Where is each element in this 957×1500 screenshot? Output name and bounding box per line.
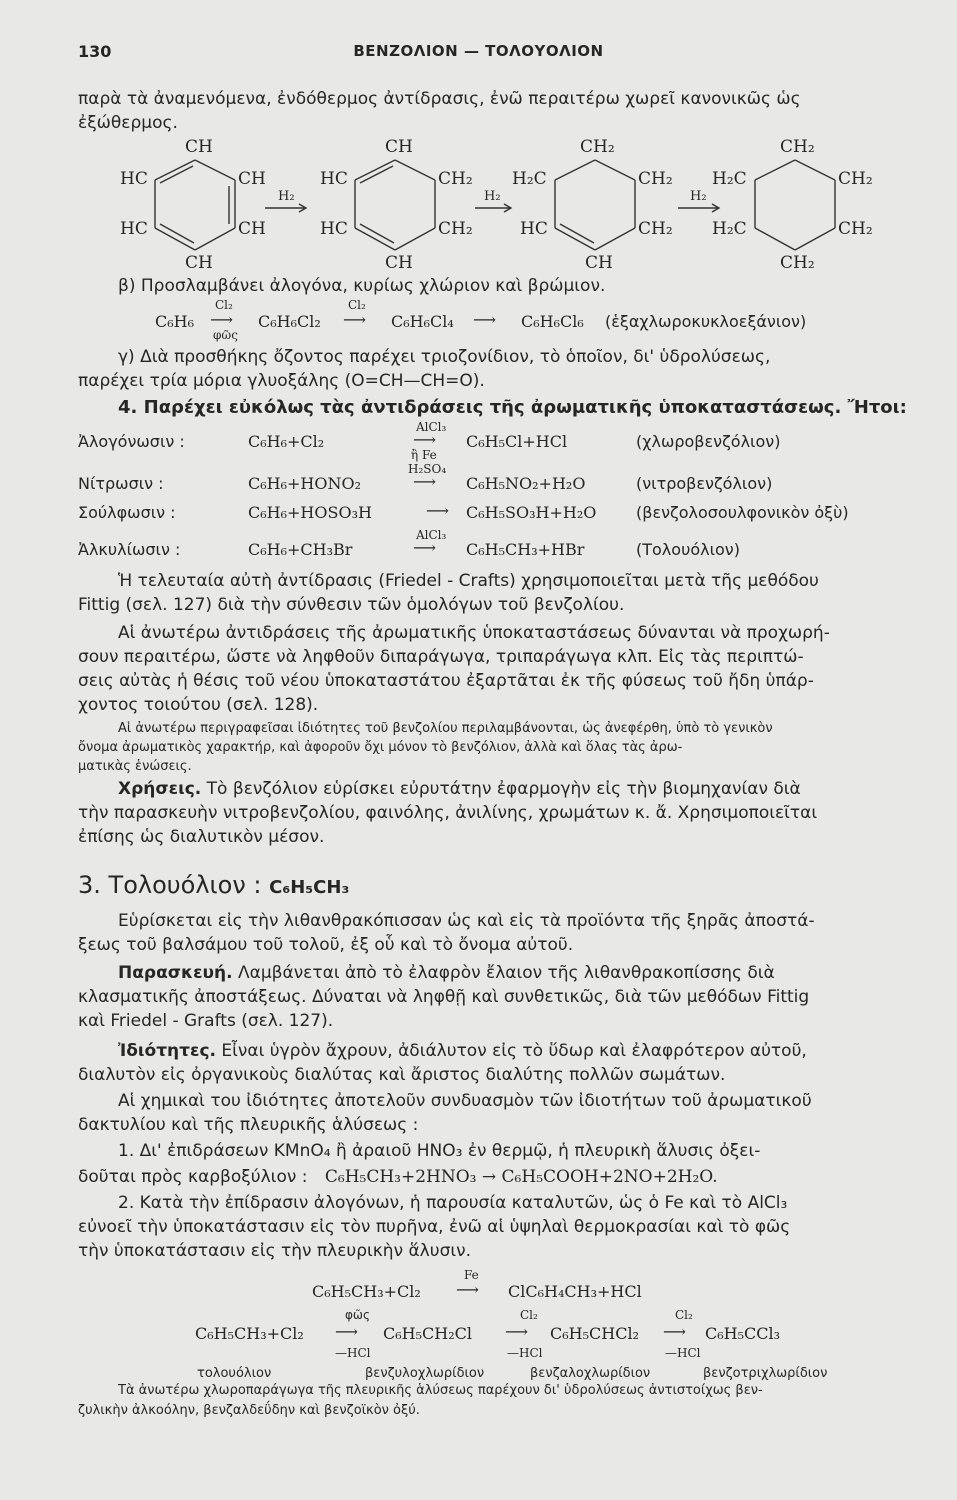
properties-line-3: Αἱ χημικαὶ του ἰδιότητες ἀποτελοῦν συνδυασμὸν τῶν ἰδιοτήτων τοῦ ἀρωματικοῦ — [118, 1091, 812, 1111]
point-1-equation: C₆H₅CH₃+2HNO₃ → C₆H₅COOH+2NO+2H₂O. — [324, 1167, 718, 1187]
properties-line-4: δακτυλίου καὶ τῆς πλευρικῆς ἁλύσεως : — [78, 1115, 419, 1135]
reaction-lhs: C₆H₆+Cl₂ — [248, 432, 325, 451]
point-2-line-2: εὐνοεῖ τὴν ὑποκατάστασιν εἰς τὸν πυρῆνα, ἐνῶ αἱ ὑψηλαὶ θερμοκρασίαι καὶ τὸ φῶς — [78, 1217, 791, 1237]
hydrogenation-scheme — [100, 138, 900, 278]
fe-reaction-lhs: C₆H₅CH₃+Cl₂ — [312, 1282, 421, 1301]
ring-3-lr: CH₂ — [638, 219, 673, 239]
arrow-right-icon: ⟶ — [343, 310, 366, 329]
side-chain-start: C₆H₅CH₃+Cl₂ — [195, 1324, 304, 1343]
uses-line-2: τὴν παρασκευὴν νιτροβενζολίου, φαινόλης, ἀνιλίνης, χρωμάτων κ. ἄ. Χρησιμοποιεῖται — [78, 803, 818, 823]
reaction-lhs: C₆H₆+HONO₂ — [248, 474, 362, 493]
arrow-1 — [265, 189, 306, 212]
reaction-name: Ἀλογόνωσιν : — [78, 432, 185, 451]
ring-2-ll: HC — [320, 219, 348, 239]
page-number: 130 — [78, 42, 112, 61]
point-2-line-1: 2. Κατὰ τὴν ἐπίδρασιν ἀλογόνων, ἡ παρουσία καταλυτῶν, ὡς ὁ Fe καὶ τὸ AlCl₃ — [118, 1193, 788, 1213]
ozone-line-1: γ) Διὰ προσθήκης ὄζοντος παρέχει τριοζονίδιον, τὸ ὁποῖον, δι' ὑδρολύσεως, — [118, 347, 771, 367]
further-line-3: σεις αὐτὰς ἡ θέσις τοῦ νέου ὑποκαταστάτου ἐξαρτᾶται ἐκ τῆς φύσεως τοῦ ἤδη ὑπάρ- — [78, 671, 814, 691]
ring-1-bottom: CH — [185, 253, 213, 273]
final-line-2: ζυλικὴν ἀλκοόλην, βενζαλδεΰδην καὶ βενζοϊκὸν ὀξύ. — [78, 1403, 420, 1418]
ozone-line-2: παρέχει τρία μόρια γλυοξάλης (O=CH—CH=O). — [78, 371, 485, 391]
side-chain-minus-hcl-1: —HCl — [335, 1346, 371, 1360]
preparation-line-1 — [118, 962, 920, 985]
arrow-right-icon: ⟶ — [210, 310, 233, 329]
section-3-formula: C₆H₅CH₃ — [269, 877, 350, 898]
reaction-name: Ἀλκυλίωσιν : — [78, 540, 181, 559]
reaction-note: (νιτροβενζόλιον) — [636, 474, 773, 493]
ring-3 — [512, 138, 673, 273]
side-chain-product-1: C₆H₅CH₂Cl — [383, 1324, 472, 1343]
uses-label: Χρήσεις. — [118, 779, 202, 799]
product-3-name: (ἑξαχλωροκυκλοεξάνιον) — [605, 312, 807, 331]
reaction-lhs: C₆H₆+CH₃Br — [248, 540, 353, 559]
substitution-heading: 4. Παρέχει εὐκόλως τὰς ἀντιδράσεις τῆς ἀρωματικῆς ὑποκαταστάσεως. Ἤτοι: — [118, 397, 907, 418]
point-1-line-1: 1. Δι' ἐπιδράσεων KMnO₄ ἢ ἀραιοῦ HNO₃ ἐν θερμῷ, ἡ πλευρικὴ ἅλυσις ὀξει- — [118, 1141, 761, 1161]
reaction-catalyst-top: AlCl₃ — [416, 528, 447, 542]
page-header — [0, 42, 957, 66]
side-chain-product-2: C₆H₅CHCl₂ — [550, 1324, 639, 1343]
point-1-line-2 — [78, 1166, 920, 1189]
reaction-name: Νίτρωσιν : — [78, 474, 164, 493]
ring-2-lr: CH₂ — [438, 219, 473, 239]
ring-1 — [120, 138, 266, 273]
ring-3-ur: CH₂ — [638, 169, 673, 189]
reaction-note: (βενζολοσουλφονικὸν ὀξὺ) — [636, 503, 849, 522]
ring-3-ul: H₂C — [512, 169, 547, 189]
arrow-right-icon: ⟶ — [413, 472, 436, 491]
note-line-1: Αἱ ἀνωτέρω περιγραφεῖσαι ἰδιότητες τοῦ βενζολίου περιλαμβάνονται, ὡς ἀνεφέρθη, ὑπὸ τὸ γενικὸν — [118, 721, 773, 736]
ring-4-lr: CH₂ — [838, 219, 873, 239]
point-2-line-3: τὴν ὑποκατάστασιν εἰς τὴν πλευρικὴν ἅλυσιν. — [78, 1241, 472, 1261]
reaction-note: (Τολουόλιον) — [636, 540, 740, 559]
arrow-right-icon: ⟶ — [426, 501, 449, 520]
ring-1-lr: CH — [238, 219, 266, 239]
c6h6: C₆H₆ — [155, 312, 195, 331]
reaction-rhs: C₆H₅NO₂+H₂O — [466, 474, 586, 493]
reaction-note: (χλωροβενζόλιον) — [636, 432, 781, 451]
fe-catalyst: Fe — [464, 1268, 479, 1282]
occurrence-line-2: ξεως τοῦ βαλσάμου τοῦ τολοῦ, ἐξ οὗ καὶ τὸ ὄνομα αὐτοῦ. — [78, 935, 574, 955]
side-chain-name-2: βενζυλοχλωρίδιον — [365, 1366, 485, 1381]
arrow-right-icon: ⟶ — [456, 1280, 479, 1299]
ring-2-ul: HC — [320, 169, 348, 189]
side-chain-minus-hcl-3: —HCl — [665, 1346, 701, 1360]
side-chain-name-3: βενζαλοχλωρίδιον — [530, 1366, 651, 1381]
preparation-line-2: κλασματικῆς ἀποστάξεως. Δύναται νὰ ληφθῇ καὶ συνθετικῶς, διὰ τῶν μεθόδων Fittig — [78, 987, 810, 1007]
friedel-line-2: Fittig (σελ. 127) διὰ τὴν σύνθεσιν τῶν ὁμολόγων τοῦ βενζολίου. — [78, 595, 625, 615]
arrow-right-icon: ⟶ — [663, 1322, 686, 1341]
product-1: C₆H₆Cl₂ — [258, 312, 321, 331]
ring-1-ur: CH — [238, 169, 266, 189]
reaction-catalyst-bottom: ἢ Fe — [411, 448, 437, 462]
reaction-row — [78, 494, 920, 526]
note-line-3: ματικὰς ἑνώσεις. — [78, 759, 192, 774]
reaction-rhs: C₆H₅Cl+HCl — [466, 432, 568, 451]
running-title: ΒΕΝΖΟΛΙΟΝ — ΤΟΛΟΥΟΛΙΟΝ — [353, 42, 604, 60]
uses-text-1: Τὸ βενζόλιον εὑρίσκει εὐρυτάτην ἐφαρμογὴν εἰς τὴν βιομηχανίαν διὰ — [206, 779, 801, 799]
ring-4-ul: H₂C — [712, 169, 747, 189]
reaction-rhs: C₆H₅CH₃+HBr — [466, 540, 585, 559]
further-line-4: χοντος τοιούτου (σελ. 128). — [78, 695, 319, 715]
arrow-1-label: H₂ — [278, 189, 295, 204]
properties-line-1 — [118, 1040, 920, 1063]
ring-2-top: CH — [385, 138, 413, 157]
chlorination-chain — [155, 300, 915, 344]
reactions-table — [78, 420, 920, 570]
section-3-colon: : — [253, 871, 262, 899]
ring-3-bottom: CH — [585, 253, 613, 273]
uses-line-1 — [118, 778, 920, 801]
product-3: C₆H₆Cl₆ — [521, 312, 584, 331]
reaction-row — [78, 462, 920, 494]
side-chain-name-4: βενζοτριχλωρίδιον — [703, 1366, 828, 1381]
side-chain-name-1: τολουόλιον — [197, 1366, 272, 1381]
intro-line-2: ἐξώθερμος. — [78, 113, 178, 133]
preparation-text-1: Λαμβάνεται ἀπὸ τὸ ἐλαφρὸν ἔλαιον τῆς λιθανθρακοπίσσης διὰ — [237, 963, 775, 983]
reaction-catalyst-top: AlCl₃ — [416, 420, 447, 434]
beta-line: β) Προσλαμβάνει ἀλογόνα, κυρίως χλώριον καὶ βρώμιον. — [118, 276, 606, 296]
reaction-lhs: C₆H₆+HOSO₃H — [248, 503, 372, 522]
properties-text-1: Εἶναι ὑγρὸν ἄχρουν, ἀδιάλυτον εἰς τὸ ὕδωρ καὶ ἐλαφρότερον αὐτοῦ, — [221, 1041, 807, 1061]
arrow-right-icon: ⟶ — [473, 310, 496, 329]
section-3-title: 3. Τολουόλιον — [78, 871, 246, 899]
light-label: φῶς — [213, 328, 238, 342]
final-line-1: Τὰ ἀνωτέρω χλωροπαράγωγα τῆς πλευρικῆς ἁλύσεως παρέχουν δι' ὑδρολύσεως ἀντιστοίχως βεν- — [118, 1383, 763, 1398]
reaction-row — [78, 420, 920, 462]
side-chain-minus-hcl-2: —HCl — [507, 1346, 543, 1360]
ring-3-ll: HC — [520, 219, 548, 239]
fe-reaction — [312, 1266, 732, 1310]
reaction-rhs: C₆H₅SO₃H+H₂O — [466, 503, 597, 522]
arrow-3-label: H₂ — [690, 189, 707, 204]
occurrence-line-1: Εὑρίσκεται εἰς τὴν λιθανθρακόπισσαν ὡς καὶ εἰς τὰ προϊόντα τῆς ξηρᾶς ἀποστά- — [118, 911, 815, 931]
arrow-right-icon: ⟶ — [413, 538, 436, 557]
side-chain-cl2-3: Cl₂ — [675, 1308, 693, 1322]
product-2: C₆H₆Cl₄ — [391, 312, 454, 331]
cl2-label-1: Cl₂ — [215, 298, 233, 312]
friedel-line-1: Ἡ τελευταία αὐτὴ ἀντίδρασις (Friedel - Crafts) χρησιμοποιεῖται μετὰ τῆς μεθόδου — [118, 571, 819, 591]
ring-4 — [712, 138, 873, 273]
ring-4-top: CH₂ — [780, 138, 815, 157]
reaction-name: Σούλφωσιν : — [78, 503, 176, 522]
arrow-right-icon: ⟶ — [505, 1322, 528, 1341]
intro-line-1: παρὰ τὰ ἀναμενόμενα, ἐνδόθερμος ἀντίδρασις, ἐνῶ περαιτέρω χωρεῖ κανονικῶς ὡς — [78, 89, 801, 109]
further-line-1: Αἱ ἀνωτέρω ἀντιδράσεις τῆς ἀρωματικῆς ὑποκαταστάσεως δύνανται νὰ προχωρή- — [118, 623, 830, 643]
fe-reaction-rhs: ClC₆H₄CH₃+HCl — [508, 1282, 642, 1301]
further-line-2: σουν περαιτέρω, ὥστε νὰ ληφθοῦν διπαράγωγα, τριπαράγωγα κλπ. Εἰς τὰς περιπτώ- — [78, 647, 804, 667]
arrow-right-icon: ⟶ — [413, 430, 436, 449]
side-chain-cl2-2: Cl₂ — [520, 1308, 538, 1322]
ring-1-ul: HC — [120, 169, 148, 189]
section-3-heading — [78, 870, 920, 903]
ring-2-ur: CH₂ — [438, 169, 473, 189]
ring-1-top: CH — [185, 138, 213, 157]
arrow-3 — [678, 189, 719, 212]
ring-2 — [320, 138, 473, 273]
side-chain-light: φῶς — [345, 1308, 371, 1322]
uses-line-3: ἐπίσης ὡς διαλυτικὸν μέσον. — [78, 827, 325, 847]
arrow-right-icon: ⟶ — [335, 1322, 358, 1341]
ring-3-top: CH₂ — [580, 138, 615, 157]
preparation-line-3: καὶ Friedel - Grafts (σελ. 127). — [78, 1011, 334, 1031]
preparation-label: Παρασκευή. — [118, 963, 233, 983]
ring-4-ll: H₂C — [712, 219, 747, 239]
arrow-2 — [475, 189, 511, 212]
properties-label: Ἰδιότητες. — [118, 1041, 216, 1061]
ring-4-bottom: CH₂ — [780, 253, 815, 273]
cl2-label-2: Cl₂ — [348, 298, 366, 312]
reaction-catalyst-top: H₂SO₄ — [408, 462, 447, 476]
properties-line-2: διαλυτὸν εἰς ὀργανικοὺς διαλύτας καὶ ἄριστος διαλύτης πολλῶν σωμάτων. — [78, 1065, 726, 1085]
ring-2-bottom: CH — [385, 253, 413, 273]
ring-1-ll: HC — [120, 219, 148, 239]
ring-4-ur: CH₂ — [838, 169, 873, 189]
note-line-2: ὄνομα ἀρωματικὸς χαρακτήρ, καὶ ἀφοροῦν ὄχι μόνον τὸ βενζόλιον, ἀλλὰ καὶ ὅλας τὰς ἀρω- — [78, 740, 683, 755]
point-1-text-2: δοῦται πρὸς καρβοξύλιον : — [78, 1167, 308, 1187]
arrow-2-label: H₂ — [484, 189, 501, 204]
side-chain-product-3: C₆H₅CCl₃ — [705, 1324, 781, 1343]
reaction-row — [78, 526, 920, 566]
